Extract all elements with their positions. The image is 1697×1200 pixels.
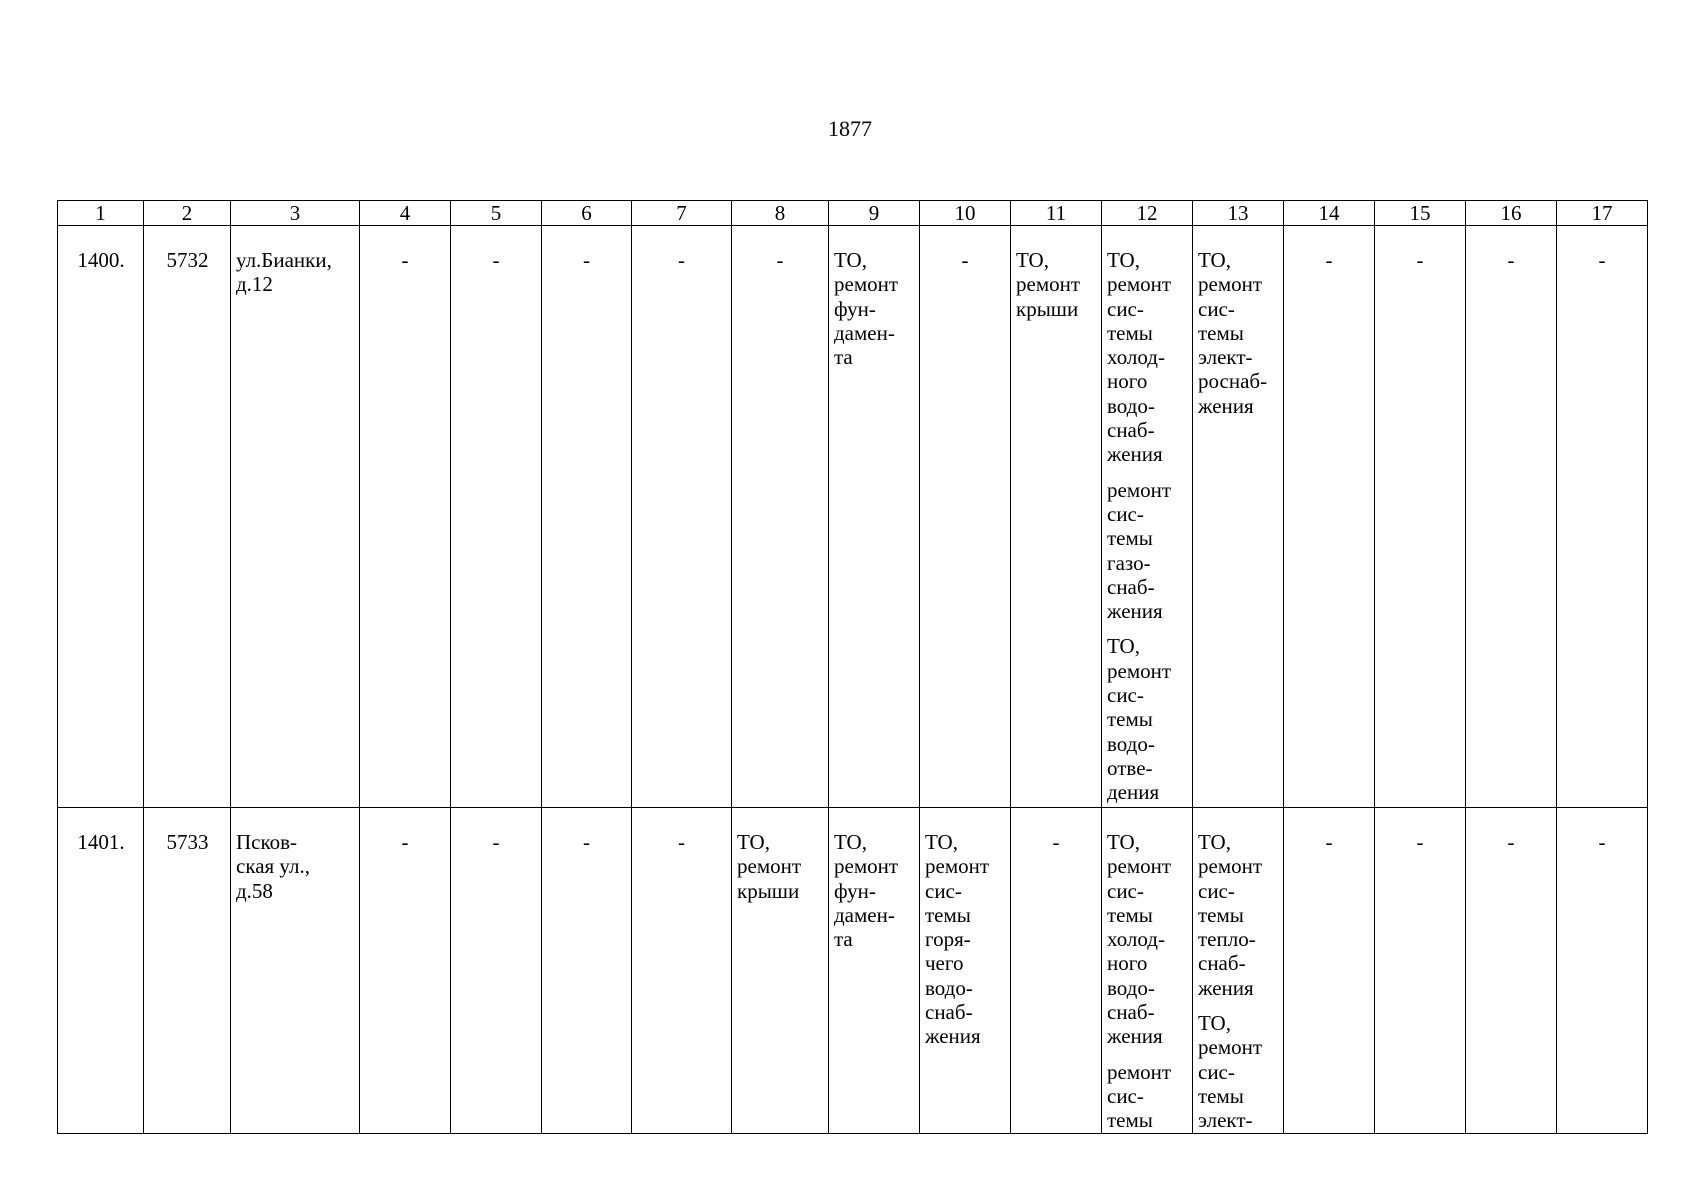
- works-table: [57, 200, 1648, 1134]
- column-header: 1: [58, 201, 144, 226]
- row-number-cell: [58, 808, 144, 1134]
- dash-value: -: [1052, 830, 1060, 854]
- column-header: 5: [451, 201, 542, 226]
- work-entry: ТО, ремонт сис- темы холод- ного водо- снаб- жения: [1107, 248, 1172, 467]
- dash-value: -: [401, 830, 409, 854]
- table-cell: [360, 226, 451, 808]
- dash-value: -: [583, 830, 590, 854]
- column-header: 14: [1284, 201, 1375, 226]
- work-entry: ТО, ремонт фун- дамен- та: [834, 830, 899, 952]
- dash-value: -: [1416, 830, 1424, 854]
- column-header: 4: [360, 201, 451, 226]
- table-cell: [360, 808, 451, 1134]
- table-cell: [1466, 226, 1557, 808]
- column-header: 6: [542, 201, 632, 226]
- table-cell: [1102, 226, 1193, 808]
- dash-value: -: [1598, 248, 1606, 272]
- column-header: 13: [1193, 201, 1284, 226]
- work-entry: ТО, ремонт сис- темы горя- чего водо- снаб- жения: [925, 830, 990, 1049]
- address-cell: [231, 226, 360, 808]
- table-cell: [1284, 226, 1375, 808]
- table-cell: [1193, 226, 1284, 808]
- column-header: 2: [144, 201, 231, 226]
- dash-value: -: [1598, 830, 1606, 854]
- column-header: 3: [231, 201, 360, 226]
- table-cell: [632, 808, 732, 1134]
- table-cell: [829, 808, 920, 1134]
- work-entry: ремонт сис- темы: [1107, 1059, 1172, 1133]
- dash-value: -: [583, 248, 590, 272]
- dash-value: -: [1507, 248, 1515, 272]
- table-cell: [1193, 808, 1284, 1134]
- table-cell: [732, 226, 829, 808]
- work-entry: ТО, ремонт фун- дамен- та: [834, 248, 899, 370]
- row-number-cell: [58, 226, 144, 808]
- table-cell: [829, 226, 920, 808]
- address-cell: [231, 808, 360, 1134]
- table-cell: [732, 808, 829, 1134]
- dash-value: -: [1325, 248, 1333, 272]
- table-row: [58, 226, 1648, 808]
- dash-value: -: [1507, 830, 1515, 854]
- dash-value: -: [678, 830, 685, 854]
- dash-value: -: [1325, 830, 1333, 854]
- dash-value: -: [678, 248, 685, 272]
- work-entry: ремонт сис- темы газо- снаб- жения: [1107, 477, 1172, 624]
- table-cell: [1466, 808, 1557, 1134]
- column-header: 8: [732, 201, 829, 226]
- object-code: 5732: [166, 248, 209, 272]
- dash-value: -: [961, 248, 969, 272]
- column-header: 12: [1102, 201, 1193, 226]
- column-header: 7: [632, 201, 732, 226]
- work-entry: ТО, ремонт крыши: [1016, 248, 1081, 321]
- table-cell: [1557, 226, 1648, 808]
- dash-value: -: [492, 830, 500, 854]
- row-number: 1401.: [77, 830, 125, 854]
- table-cell: [1011, 226, 1102, 808]
- table-cell: [1375, 226, 1466, 808]
- table-cell: [542, 226, 632, 808]
- dash-value: -: [401, 248, 409, 272]
- address: ул.Бианки, д.12: [236, 248, 332, 297]
- code-cell: [144, 808, 231, 1134]
- column-header: 17: [1557, 201, 1648, 226]
- table-cell: [1011, 808, 1102, 1134]
- column-header: 9: [829, 201, 920, 226]
- header-row: [58, 201, 1648, 226]
- dash-value: -: [1416, 248, 1424, 272]
- work-entry: ТО, ремонт сис- темы элект-: [1198, 1011, 1263, 1133]
- table-row: [58, 808, 1648, 1134]
- dash-value: -: [776, 248, 784, 272]
- table-cell: [920, 226, 1011, 808]
- column-header: 16: [1466, 201, 1557, 226]
- object-code: 5733: [166, 830, 209, 854]
- code-cell: [144, 226, 231, 808]
- column-header: 10: [920, 201, 1011, 226]
- column-header: 11: [1011, 201, 1102, 226]
- address: Псков- ская ул., д.58: [236, 830, 310, 903]
- page-number: 1877: [828, 116, 872, 141]
- work-entry: ТО, ремонт сис- темы водо- отве- дения: [1107, 634, 1172, 805]
- column-header: 15: [1375, 201, 1466, 226]
- dash-value: -: [492, 248, 500, 272]
- table-cell: [632, 226, 732, 808]
- table-cell: [1102, 808, 1193, 1134]
- row-number: 1400.: [77, 248, 125, 272]
- work-entry: ТО, ремонт сис- темы тепло- снаб- жения: [1198, 830, 1263, 1000]
- table-cell: [1375, 808, 1466, 1134]
- table-cell: [451, 226, 542, 808]
- table-cell: [1284, 808, 1375, 1134]
- work-entry: ТО, ремонт крыши: [737, 830, 802, 903]
- work-entry: ТО, ремонт сис- темы холод- ного водо- снаб- жения: [1107, 830, 1172, 1049]
- table-cell: [451, 808, 542, 1134]
- work-entry: ТО, ремонт сис- темы элект- роснаб- жения: [1198, 248, 1268, 418]
- table-cell: [1557, 808, 1648, 1134]
- table-cell: [920, 808, 1011, 1134]
- table-cell: [542, 808, 632, 1134]
